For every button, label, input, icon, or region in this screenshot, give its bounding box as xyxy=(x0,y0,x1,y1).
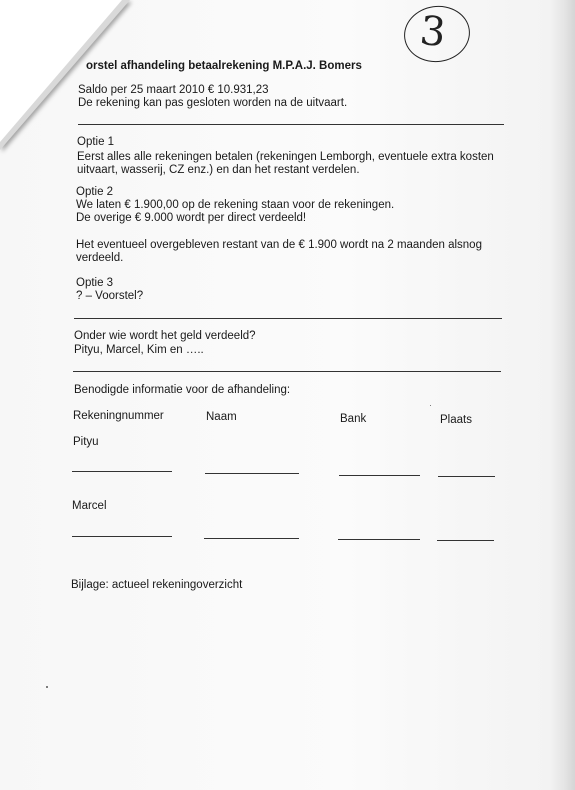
marcel-naam-line xyxy=(204,538,299,539)
divider-1 xyxy=(78,124,504,125)
info-heading: Benodigde informatie voor de afhandeling: xyxy=(74,384,291,396)
person-marcel: Marcel xyxy=(72,500,107,512)
column-naam: Naam xyxy=(206,411,237,423)
option2-line-2: De overige € 9.000 wordt per direct verdeeld! xyxy=(76,212,307,224)
option3-line: ? – Voorstel? xyxy=(76,290,144,302)
option2-remainder-line-1: Het eventueel overgebleven restant van de € 1.900 wordt na 2 maanden alsnog xyxy=(76,239,482,251)
pityu-bank-line xyxy=(339,475,420,476)
option1-heading: Optie 1 xyxy=(77,136,115,148)
column-rekeningnummer: Rekeningnummer xyxy=(73,410,164,422)
document-title: orstel afhandeling betaalrekening M.P.A.J. Bomers xyxy=(86,60,362,72)
handwritten-page-number: 3 xyxy=(417,7,448,57)
divider-3 xyxy=(73,371,501,372)
option1-line-1: Eerst alles alle rekeningen betalen (rekeningen Lemborgh, eventuele extra kosten xyxy=(77,151,494,163)
option1-line-2: uitvaart, wasserij, CZ enz.) en dan het restant verdelen. xyxy=(77,164,360,176)
column-bank: Bank xyxy=(340,413,367,425)
attachment-note: Bijlage: actueel rekeningoverzicht xyxy=(71,579,243,591)
divider-2 xyxy=(74,318,502,319)
option3-heading: Optie 3 xyxy=(76,277,114,289)
marcel-rekeningnummer-line xyxy=(72,536,172,537)
distribution-question: Onder wie wordt het geld verdeeld? xyxy=(74,330,256,342)
closing-note: De rekening kan pas gesloten worden na de uitvaart. xyxy=(78,97,348,109)
marcel-bank-line xyxy=(338,539,420,540)
option2-line-1: We laten € 1.900,00 op de rekening staan voor de rekeningen. xyxy=(76,199,395,211)
pityu-naam-line xyxy=(205,473,299,474)
distribution-names: Pityu, Marcel, Kim en ….. xyxy=(74,344,204,356)
marcel-plaats-line xyxy=(437,540,494,541)
balance-line: Saldo per 25 maart 2010 € 10.931,23 xyxy=(78,84,269,96)
column-plaats: Plaats xyxy=(440,414,472,426)
pityu-plaats-line xyxy=(438,476,495,477)
scan-speck xyxy=(430,405,431,406)
folded-corner-highlight xyxy=(0,0,122,142)
scan-speck xyxy=(46,686,48,688)
option2-remainder-line-2: verdeeld. xyxy=(76,252,124,264)
option2-heading: Optie 2 xyxy=(76,186,114,198)
page-edge-shadow xyxy=(549,0,575,790)
person-pityu: Pityu xyxy=(73,436,99,448)
pityu-rekeningnummer-line xyxy=(72,471,172,472)
